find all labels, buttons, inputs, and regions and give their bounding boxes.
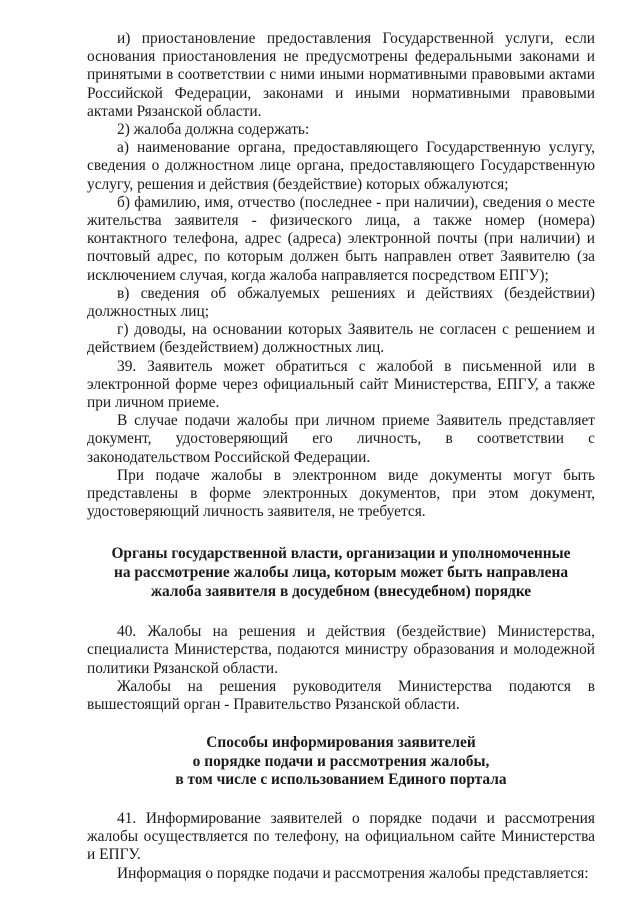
paragraph-39: 39. Заявитель может обратиться с жалобой в письменной или в электронной форме через официальный сайт Министерства, ЕПГУ, а также при личном приеме. xyxy=(87,357,595,412)
section-heading-authorities xyxy=(87,545,595,601)
paragraph-41: 41. Информирование заявителей о порядке подачи и рассмотрения жалобы осуществляется по телефону, на официальном сайте Министерства и ЕПГУ. xyxy=(87,810,595,864)
heading-line: в том числе с использованием Единого портала xyxy=(175,771,507,789)
document-page xyxy=(87,30,595,883)
section-heading-informing xyxy=(87,734,595,790)
paragraph-complaint-contents: 2) жалоба должна содержать: xyxy=(117,121,310,139)
paragraph-information-provided: Информация о порядке подачи и рассмотрения жалобы представляется: xyxy=(117,864,589,882)
heading-line: Способы информирования заявителей xyxy=(206,734,476,752)
paragraph-40: 40. Жалобы на решения и действия (бездействие) Министерства, специалиста Министерства, подаются министру образования и молодежной политики Рязанской области. xyxy=(87,623,595,677)
heading-line: о порядке подачи и рассмотрения жалобы, xyxy=(192,752,490,770)
paragraph-higher-authority: Жалобы на решения руководителя Министерства подаются в вышестоящий орган - Правительство Рязанской области. xyxy=(87,677,595,714)
heading-line: Органы государственной власти, организации и уполномоченные xyxy=(111,545,571,563)
paragraph-electronic-submission: При подаче жалобы в электронном виде документы могут быть представлены в форме электронных документов, при этом документ, удостоверяющий личность заявителя, не требуется. xyxy=(87,466,595,521)
paragraph-item-v: в) сведения об обжалуемых решениях и действиях (бездействии) должностных лиц; xyxy=(87,284,595,321)
heading-line: жалоба заявителя в досудебном (внесудебном) порядке xyxy=(150,582,532,600)
paragraph-personal-reception: В случае подачи жалобы при личном приеме Заявитель представляет документ, удостоверяющий его личность, в соответствии с законодательством Российской Федерации. xyxy=(87,412,595,466)
heading-line: на рассмотрение жалобы лица, которым может быть направлена xyxy=(113,564,569,582)
paragraph-item-a: а) наименование органа, предоставляющего Государственную услугу, сведения о должностном лице органа, предоставляющего Государственную услугу, решения и действия (бездействие) которых обжалуются; xyxy=(87,139,595,193)
paragraph-item-g: г) доводы, на основании которых Заявитель не согласен с решением и действием (бездействием) должностных лиц. xyxy=(87,321,595,357)
paragraph-suspension: и) приостановление предоставления Государственной услуги, если основания приостановления не предусмотрены федеральными законами и принятыми в соответствии с ними иными нормативными правовыми актами Российской Федерации, законами и иными нормативными правовыми актами Рязанской области. xyxy=(87,30,595,120)
paragraph-item-b: б) фамилию, имя, отчество (последнее - при наличии), сведения о месте жительства заявителя - физического лица, а также номер (номера) контактного телефона, адрес (адреса) электронной почты (при наличии) и почтовый адрес, по которым должен быть направлен ответ Заявителю (за исключением случая, когда жалоба направляется посредством ЕПГУ); xyxy=(87,193,595,284)
